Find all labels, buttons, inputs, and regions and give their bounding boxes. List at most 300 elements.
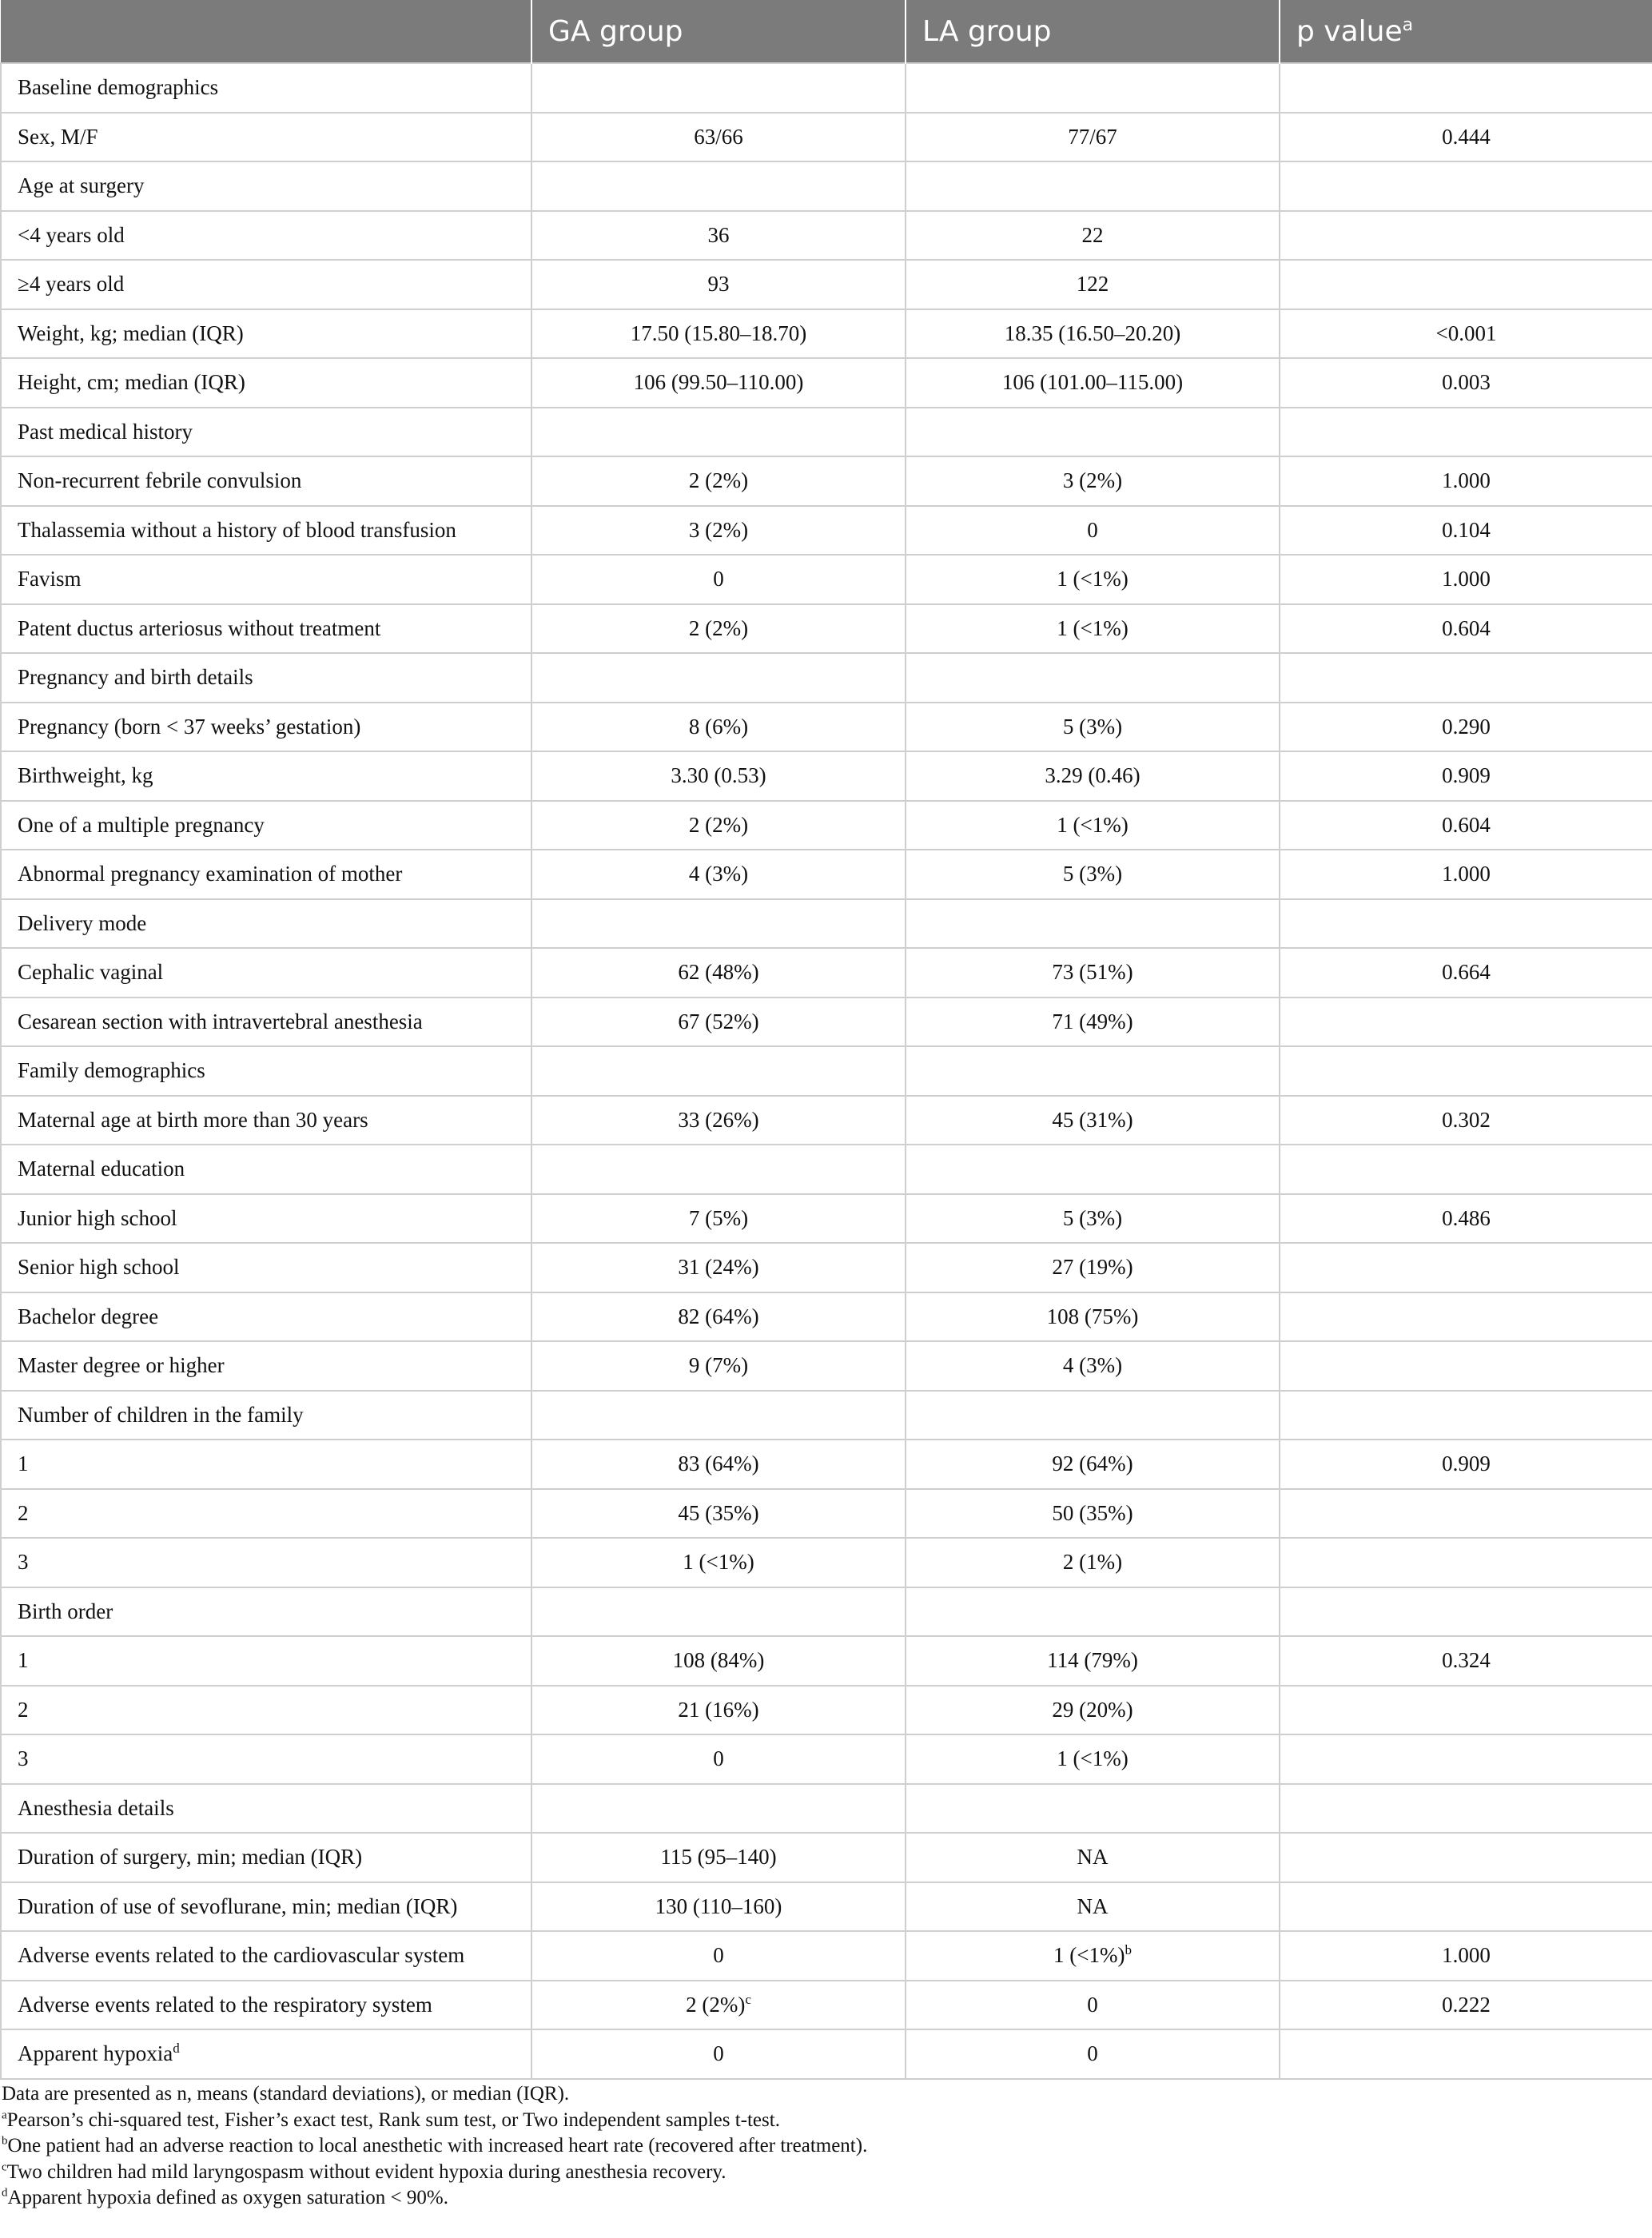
footnote-marker: d [2,2186,8,2200]
ga-group-cell [531,1341,906,1391]
row-label-cell [1,309,531,359]
row-label-cell [1,899,531,949]
table-row [1,1391,1652,1440]
table-row [1,899,1652,949]
cell-text: Favism [18,567,82,591]
header-row [1,0,1652,63]
ga-group-cell [531,1194,906,1244]
row-label-cell [1,998,531,1047]
footnote-marker: b [2,2134,8,2148]
cell-text: 0 [713,1943,724,1968]
table-row [1,801,1652,850]
cell-text: 17.50 (15.80–18.70) [630,321,807,345]
cell-text: NA [1077,1845,1109,1870]
la-group-cell [906,113,1280,162]
table-row [1,751,1652,801]
table-row [1,604,1652,654]
table-row [1,1194,1652,1244]
cell-text: 1 [18,1452,29,1476]
cell-text: 3 [18,1550,29,1575]
ga-group-cell [531,1440,906,1489]
ga-group-cell [531,1243,906,1292]
la-group-cell [906,260,1280,309]
table-row [1,358,1652,408]
cell-text: 45 (35%) [678,1500,759,1525]
cell-text: Duration of surgery, min; median (IQR) [18,1845,363,1870]
cell-text: Height, cm; median (IQR) [18,370,245,395]
la-group-cell [906,1489,1280,1539]
footnote-text: One patient had an adverse reaction to local anesthetic with increased heart rate (recovered after treatment). [7,2135,868,2156]
cell-text: 115 (95–140) [660,1845,777,1870]
cell-text: Senior high school [18,1255,180,1280]
footnote-marker: d [173,2041,180,2057]
p-value-cell [1280,1587,1652,1637]
cell-text: Pregnancy (born < 37 weeks’ gestation) [18,714,361,739]
ga-group-cell [531,408,906,457]
la-group-cell [906,1194,1280,1244]
ga-group-cell [531,751,906,801]
p-value-cell [1280,1538,1652,1587]
cell-text: <4 years old [18,222,125,247]
cell-text: Age at surgery [18,173,145,198]
cell-text: NA [1077,1894,1109,1918]
row-label-cell [1,1194,531,1244]
cell-text: Non-recurrent febrile convulsion [18,468,302,493]
table-row [1,1882,1652,1932]
ga-group-cell [531,1882,906,1932]
cell-text: 108 (84%) [672,1648,765,1673]
cell-text: 2 (2%) [688,615,749,640]
row-label-cell [1,161,531,211]
la-group-cell [906,506,1280,556]
row-label-cell [1,1784,531,1834]
ga-group-cell [531,506,906,556]
row-label-cell [1,604,531,654]
table-row [1,309,1652,359]
header-p-value-label: p value [1296,14,1403,48]
p-value-cell [1280,2029,1652,2079]
row-label-cell [1,1636,531,1686]
cell-text: 0.324 [1442,1648,1491,1673]
cell-text: Adverse events related to the cardiovascular system [18,1943,465,1968]
row-label-cell [1,408,531,457]
table-row [1,1734,1652,1784]
la-group-cell [906,161,1280,211]
p-value-cell [1280,948,1652,998]
la-group-cell [906,63,1280,113]
p-value-cell [1280,850,1652,899]
ga-group-cell [531,653,906,703]
row-label-cell [1,703,531,752]
row-label-cell [1,801,531,850]
p-value-cell [1280,899,1652,949]
cell-text: Maternal age at birth more than 30 years [18,1107,368,1132]
ga-group-cell [531,2029,906,2079]
ga-group-cell [531,1833,906,1882]
cell-text: 2 (2%) [688,468,749,493]
p-value-cell [1280,1145,1652,1194]
table-body [1,63,1652,2079]
table-row [1,998,1652,1047]
p-value-cell [1280,211,1652,261]
ga-group-cell [531,358,906,408]
p-value-cell [1280,1833,1652,1882]
table-row [1,1538,1652,1587]
ga-group-cell [531,1931,906,1981]
header-la-group: LA group [906,0,1280,63]
cell-text: 0.909 [1442,763,1491,788]
table-row [1,555,1652,604]
cell-text: 5 (3%) [1062,862,1123,886]
row-label-cell [1,260,531,309]
row-label-cell [1,555,531,604]
row-label-cell [1,751,531,801]
header-p-value-sup: a [1402,14,1414,35]
la-group-cell [906,948,1280,998]
cell-text: 92 (64%) [1052,1452,1133,1476]
cell-text: 0 [713,2041,724,2066]
ga-group-cell [531,1292,906,1342]
cell-text: 2 (2%) [688,812,749,837]
footnote-text: Two children had mild laryngospasm without evident hypoxia during anesthesia recovery. [6,2160,726,2183]
table-row [1,408,1652,457]
cell-text: 0.909 [1442,1452,1491,1476]
cell-text: 1 (<1%) [1057,567,1129,591]
cell-text: Anesthesia details [18,1795,174,1820]
cell-text: Weight, kg; median (IQR) [18,321,244,345]
cell-text: Past medical history [18,419,193,444]
table-row [1,113,1652,162]
table-row [1,161,1652,211]
row-label-cell [1,1440,531,1489]
la-group-cell [906,703,1280,752]
table-row [1,1243,1652,1292]
cell-text: 0 [1087,2041,1098,2066]
cell-text: 108 (75%) [1046,1304,1139,1328]
p-value-cell [1280,1391,1652,1440]
footnote-text: Pearson’s chi-squared test, Fisher’s exact test, Rank sum test, or Two independent samples t-test. [6,2109,780,2131]
ga-group-cell [531,1046,906,1096]
cell-text: 27 (19%) [1052,1255,1133,1280]
row-label-cell [1,1686,531,1735]
cell-text: 0.664 [1442,960,1491,985]
la-group-cell [906,1981,1280,2030]
row-label-cell [1,1882,531,1932]
cell-text: 0 [1087,517,1098,542]
footnote-data-presentation [0,2081,1646,2108]
row-label-cell [1,1391,531,1440]
row-label-cell [1,1587,531,1637]
cell-text: 0.604 [1442,615,1491,640]
cell-text: 5 (3%) [1062,1205,1123,1230]
la-group-cell [906,653,1280,703]
row-label-cell [1,1046,531,1096]
row-label-cell [1,456,531,506]
footnote-text: Data are presented as n, means (standard deviations), or median (IQR). [2,2083,570,2105]
table-row [1,1341,1652,1391]
ga-group-cell [531,456,906,506]
cell-text: Family demographics [18,1058,205,1083]
row-label-cell [1,506,531,556]
la-group-cell [906,555,1280,604]
la-group-cell [906,408,1280,457]
header-p-value [1280,0,1652,63]
ga-group-cell [531,948,906,998]
ga-group-cell [531,113,906,162]
footnote-marker: a [2,2109,7,2122]
cell-text: 0.604 [1442,812,1491,837]
cell-text: 3 (2%) [688,517,749,542]
cell-text: Master degree or higher [18,1353,225,1378]
cell-text: Birthweight, kg [18,763,153,788]
la-group-cell [906,1587,1280,1637]
cell-text: 4 (3%) [688,862,749,886]
cell-text: 2 [18,1697,29,1722]
ga-group-cell [531,801,906,850]
table-row [1,1587,1652,1637]
ga-group-cell [531,1784,906,1834]
table-row [1,63,1652,113]
la-group-cell [906,1931,1280,1981]
cell-text: 67 (52%) [678,1009,759,1033]
la-group-cell [906,1784,1280,1834]
ga-group-cell [531,1587,906,1637]
cell-text: 21 (16%) [678,1697,759,1722]
la-group-cell [906,1686,1280,1735]
ga-group-cell [531,703,906,752]
footnote-d [0,2185,1646,2212]
footnote-text: Apparent hypoxia defined as oxygen saturation < 90%. [7,2187,448,2208]
header-ga-group: GA group [531,0,906,63]
footnote-a [0,2108,1646,2134]
la-group-cell [906,211,1280,261]
cell-text: 1 (<1%) [683,1550,754,1575]
row-label-cell [1,1489,531,1539]
cell-text: 0.290 [1442,714,1491,739]
p-value-cell [1280,1243,1652,1292]
p-value-cell [1280,703,1652,752]
row-label-cell [1,1341,531,1391]
footnote-marker: c [745,1991,751,2007]
cell-text: 1.000 [1442,567,1491,591]
ga-group-cell [531,604,906,654]
cell-text: Cesarean section with intravertebral anesthesia [18,1009,423,1033]
cell-text: 8 (6%) [688,714,749,739]
table-row [1,1046,1652,1096]
p-value-cell [1280,1636,1652,1686]
ga-group-cell [531,260,906,309]
p-value-cell [1280,998,1652,1047]
cell-text: Junior high school [18,1205,177,1230]
cell-text: 62 (48%) [678,960,759,985]
footnote-marker: c [2,2160,7,2174]
cell-text: 130 (110–160) [655,1894,782,1918]
row-label-cell [1,1292,531,1342]
row-label-cell [1,63,531,113]
p-value-cell [1280,1981,1652,2030]
cell-text: 0 [713,567,724,591]
cell-text: 33 (26%) [678,1107,759,1132]
cell-text: 3 [18,1746,29,1771]
p-value-cell [1280,161,1652,211]
cell-text: <0.001 [1435,321,1497,345]
ga-group-cell [531,850,906,899]
cell-text: Thalassemia without a history of blood transfusion [18,517,456,542]
cell-text: 1 (<1%) [1057,812,1129,837]
header-variable [1,0,531,63]
p-value-cell [1280,1046,1652,1096]
p-value-cell [1280,506,1652,556]
row-label-cell [1,1243,531,1292]
p-value-cell [1280,1686,1652,1735]
table-row [1,1833,1652,1882]
p-value-cell [1280,801,1652,850]
p-value-cell [1280,358,1652,408]
p-value-cell [1280,1882,1652,1932]
table-row [1,1636,1652,1686]
la-group-cell [906,1096,1280,1145]
p-value-cell [1280,260,1652,309]
p-value-cell [1280,1734,1652,1784]
table-row [1,1981,1652,2030]
table-row [1,456,1652,506]
la-group-cell [906,309,1280,359]
row-label-cell [1,948,531,998]
ga-group-cell [531,63,906,113]
cell-text: 114 (79%) [1047,1648,1138,1673]
row-label-cell [1,1096,531,1145]
cell-text: 0.302 [1442,1107,1491,1132]
cell-text: 2 (2%) [686,1992,746,2017]
cell-text: 4 (3%) [1062,1353,1123,1378]
cell-text: 0.444 [1442,124,1491,149]
cell-text: 106 (99.50–110.00) [633,370,804,395]
la-group-cell [906,1636,1280,1686]
cell-text: 5 (3%) [1062,714,1123,739]
la-group-cell [906,358,1280,408]
cell-text: Birth order [18,1599,113,1623]
p-value-cell [1280,1440,1652,1489]
cell-text: 0.104 [1442,517,1491,542]
la-group-cell [906,1341,1280,1391]
la-group-cell [906,1734,1280,1784]
table-row [1,1931,1652,1981]
cell-text: Baseline demographics [18,75,219,100]
la-group-cell [906,604,1280,654]
la-group-cell [906,2029,1280,2079]
cell-text: 0 [1087,1992,1098,2017]
ga-group-cell [531,1538,906,1587]
la-group-cell [906,1440,1280,1489]
cell-text: 77/67 [1068,124,1117,149]
cell-text: 71 (49%) [1052,1009,1133,1033]
row-label-cell [1,1931,531,1981]
table-footnotes [0,2081,1646,2212]
cell-text: 3 (2%) [1062,468,1123,493]
footnote-b [0,2133,1646,2160]
cell-text: 3.29 (0.46) [1045,763,1140,788]
cell-text: 3.30 (0.53) [671,763,766,788]
table-row [1,1096,1652,1145]
cell-text: 29 (20%) [1052,1697,1133,1722]
p-value-cell [1280,555,1652,604]
cell-text: Adverse events related to the respiratory system [18,1992,432,2017]
la-group-cell [906,1292,1280,1342]
p-value-cell [1280,1489,1652,1539]
cell-text: Patent ductus arteriosus without treatment [18,615,381,640]
p-value-cell [1280,309,1652,359]
p-value-cell [1280,1292,1652,1342]
la-group-cell [906,751,1280,801]
la-group-cell [906,801,1280,850]
row-label-cell [1,1981,531,2030]
table-row [1,1489,1652,1539]
cell-text: Delivery mode [18,910,147,935]
row-label-cell [1,211,531,261]
table-row [1,948,1652,998]
p-value-cell [1280,408,1652,457]
cell-text: 22 [1081,222,1104,247]
p-value-cell [1280,1194,1652,1244]
cell-text: Duration of use of sevoflurane, min; median (IQR) [18,1894,458,1918]
ga-group-cell [531,1145,906,1194]
cell-text: 63/66 [694,124,743,149]
la-group-cell [906,1538,1280,1587]
cell-text: Maternal education [18,1157,185,1181]
cell-text: 1 (<1%) [1057,1746,1129,1771]
row-label-cell [1,850,531,899]
ga-group-cell [531,309,906,359]
cell-text: 2 (1%) [1062,1550,1123,1575]
table-row [1,260,1652,309]
cell-text: Sex, M/F [18,124,98,149]
cell-text: Number of children in the family [18,1402,304,1427]
table-row [1,1145,1652,1194]
cell-text: 106 (101.00–115.00) [1001,370,1184,395]
la-group-cell [906,1046,1280,1096]
la-group-cell [906,1833,1280,1882]
ga-group-cell [531,211,906,261]
la-group-cell [906,1882,1280,1932]
cell-text: 45 (31%) [1052,1107,1133,1132]
cell-text: 31 (24%) [678,1255,759,1280]
cell-text: 50 (35%) [1052,1500,1133,1525]
ga-group-cell [531,1636,906,1686]
cell-text: 122 [1076,272,1109,297]
ga-group-cell [531,1981,906,2030]
cell-text: 1 [18,1648,29,1673]
cell-text: 7 (5%) [688,1205,749,1230]
cell-text: 1.000 [1442,1943,1491,1968]
ga-group-cell [531,555,906,604]
cell-text: 73 (51%) [1052,960,1133,985]
row-label-cell [1,1145,531,1194]
la-group-cell [906,850,1280,899]
table-row [1,2029,1652,2079]
cell-text: 0 [713,1746,724,1771]
cell-text: 0.486 [1442,1205,1491,1230]
ga-group-cell [531,1391,906,1440]
table-row [1,703,1652,752]
ga-group-cell [531,899,906,949]
table-row [1,1292,1652,1342]
footnote-marker: b [1125,1942,1132,1958]
cell-text: 9 (7%) [688,1353,749,1378]
ga-group-cell [531,1686,906,1735]
row-label-cell [1,1538,531,1587]
p-value-cell [1280,751,1652,801]
cell-text: 36 [707,222,730,247]
